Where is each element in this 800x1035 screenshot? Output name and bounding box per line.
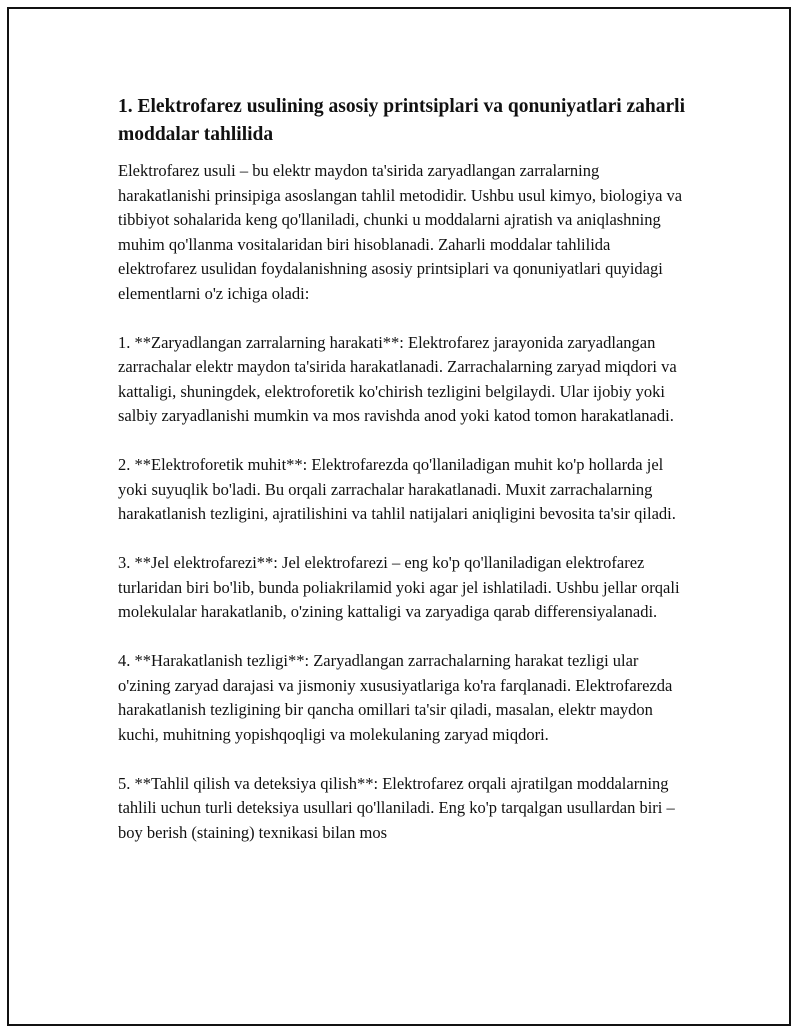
document-title: 1. Elektrofarez usulining asosiy printsiplari va qonuniyatlari zaharli moddalar tahlilida [118, 96, 686, 145]
list-item-3: 3. **Jel elektrofarezi**: Jel elektrofarezi – eng ko'p qo'llaniladigan elektrofarez turlaridan biri bo'lib, bunda poliakrilamid yoki agar jel ishlatiladi. Ushbu jellar orqali molekulalar harakatlanib, o'zining kattaligi va zaryadiga qarab differensiyalanadi. [118, 553, 680, 621]
document-body [118, 93, 688, 870]
list-item-2: 2. **Elektroforetik muhit**: Elektrofarezda qo'llaniladigan muhit ko'p hollarda jel yoki suyuqlik bo'ladi. Bu orqali zarrachalar harakatlanadi. Muxit zarrachalarning harakatlanish tezligini, ajratilishini va tahlil natijalari aniqligini bevosita ta'sir qiladi. [118, 455, 676, 523]
list-item-1: 1. **Zaryadlangan zarralarning harakati**: Elektrofarez jarayonida zaryadlangan zarrachalar elektr maydon ta'sirida harakatlanadi. Zarrachalarning zaryad miqdori va kattaligi, shuningdek, elektroforetik ko'chirish tezligini belgilaydi. Ular ijobiy yoki salbiy zaryadlanishi mumkin va mos ravishda anod yoki katod tomon harakatlanadi. [118, 332, 677, 425]
intro-paragraph: Elektrofarez usuli – bu elektr maydon ta'sirida zaryadlangan zarralarning harakatlanishi prinsipiga asoslangan tahlil metodidir. Ushbu usul kimyo, biologiya va tibbiyot sohalarida keng qo'llaniladi, chunki u moddalarni ajratish va aniqlashning muhim qo'llanma vositalaridan biri hisoblanadi. Zaharli moddalar tahlilida elektrofarez usulidan foydalanishning asosiy printsiplari va qonuniyatlari quyidagi elementlarni o'z ichiga oladi: [118, 161, 683, 303]
list-item-4: 4. **Harakatlanish tezligi**: Zaryadlangan zarrachalarning harakat tezligi ular o'zining zaryad darajasi va jismoniy xususiyatlariga ko'ra farqlanadi. Elektrofarezda harakatlanish tezligining bir qancha omillari ta'sir qiladi, masalan, elektr maydon kuchi, muhitning yopishqoqligi va molekulaning zaryad miqdori. [118, 651, 673, 744]
list-item-5: 5. **Tahlil qilish va deteksiya qilish**: Elektrofarez orqali ajratilgan moddalarning tahlili uchun turli deteksiya usullari qo'llaniladi. Eng ko'p tarqalgan usullardan biri – boy berish (staining) texnikasi bilan mos [118, 773, 675, 842]
